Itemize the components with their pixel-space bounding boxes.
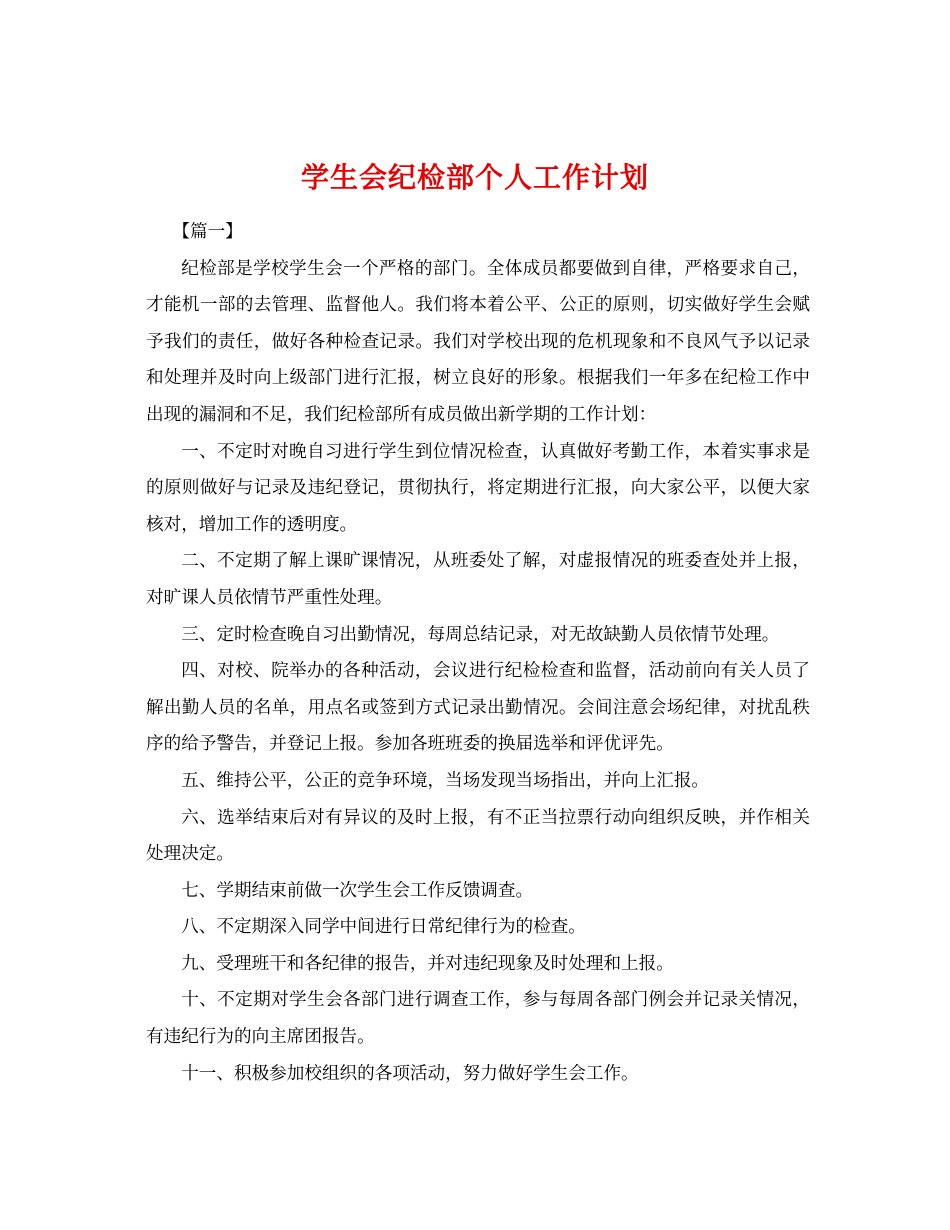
paragraph-item-8: 八、不定期深入同学中间进行日常纪律行为的检查。 (181, 917, 586, 938)
paragraph-item-9: 九、受理班干和各纪律的报告，并对违纪现象及时处理和上报。 (181, 953, 674, 974)
paragraph-item-2: 二、不定期了解上课旷课情况，从班委处了解，对虚报情况的班委查处并上报，对旷课人员依情节严重性处理。 (146, 551, 810, 608)
document-body (146, 214, 810, 1092)
paragraph-item-4: 四、对校、院举办的各种活动，会议进行纪检检查和监督，活动前向有关人员了解出勤人员的名单，用点名或签到方式记录出勤情况。会间注意会场纪律，对扰乱秩序的给予警告，并登记上报。参加各班班委的换届选举和评优评先。 (146, 661, 810, 755)
paragraph-item-11: 十一、积极参加校组织的各项活动，努力做好学生会工作。 (181, 1063, 639, 1084)
paragraph-item-5: 五、维持公平，公正的竞争环境，当场发现当场指出，并向上汇报。 (181, 770, 710, 791)
paragraph-item-10: 十、不定期对学生会各部门进行调查工作，参与每周各部门例会并记录关情况，有违纪行为的向主席团报告。 (146, 990, 810, 1048)
document-title: 学生会纪检部个人工作计划 (300, 160, 649, 194)
section-label: 【篇一】 (172, 222, 243, 242)
paragraph-item-3: 三、定时检查晚自习出勤情况，每周总结记录，对无故缺勤人员依情节处理。 (181, 624, 780, 645)
paragraph-item-6: 六、选举结束后对有异议的及时上报，有不正当拉票行动向组织反映，并作相关处理决定。 (146, 807, 810, 865)
paragraph-item-1: 一、不定时对晚自习进行学生到位情况检查，认真做好考勤工作，本着实事求是的原则做好与记录及违纪登记，贯彻执行，将定期进行汇报，向大家公平，以便大家核对，增加工作的透明度。 (146, 441, 810, 535)
paragraph-item-7: 七、学期结束前做一次学生会工作反馈调查。 (181, 880, 534, 901)
paragraph-intro: 纪检部是学校学生会一个严格的部门。全体成员都要做到自律，严格要求自己，才能机一部的去管理、监督他人。我们将本着公平、公正的原则，切实做好学生会赋予我们的责任，做好各种检查记录。我们对学校出现的危机现象和不良风气予以记录和处理并及时向上级部门进行汇报，树立良好的形象。根据我们一年多在纪检工作中出现的漏洞和不足，我们纪检部所有成员做出新学期的工作计划： (146, 258, 810, 425)
